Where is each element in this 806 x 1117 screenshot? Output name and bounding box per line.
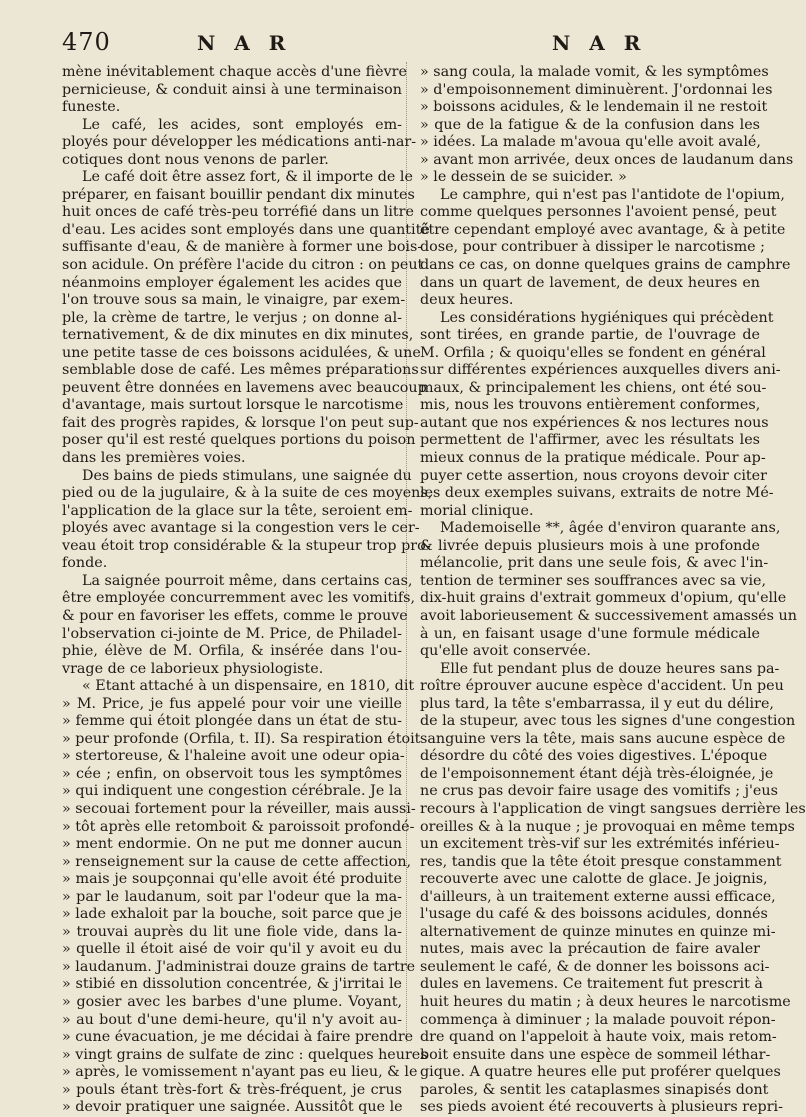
text-line: morial clinique.: [420, 502, 534, 519]
text-line: veau étoit trop considérable & la stupeur trop pro-: [62, 537, 431, 554]
text-line: l'usage du café & des boissons acidules, donnés: [420, 906, 768, 923]
text-line: » trouvai auprès du lit une fiole vide, dans la-: [62, 923, 402, 940]
text-line: mélancolie, prit dans une seule fois, & avec l'in-: [420, 555, 769, 572]
text-line: » cée ; enfin, on observoit tous les symptômes: [62, 765, 402, 782]
text-line: dre quand on l'appeloit à haute voix, mais retom-: [420, 1029, 777, 1046]
text-line: res, tandis que la tête étoit presque constamment: [420, 853, 782, 870]
text-line: l'on trouve sous sa main, le vinaigre, par exem-: [62, 292, 406, 309]
text-line: » pouls étant très-fort & très-fréquent, je crus: [62, 1081, 402, 1098]
text-line: comme quelques personnes l'avoient pensé, peut: [420, 204, 777, 221]
text-line: d'ailleurs, à un traitement externe aussi efficace,: [420, 888, 776, 905]
text-line: Elle fut pendant plus de douze heures sans pa-: [440, 660, 780, 677]
text-line: recours à l'application de vingt sangsues derrière les: [420, 800, 806, 817]
text-line: gique. A quatre heures elle put proférer quelques: [420, 1064, 781, 1081]
left-column: [62, 64, 433, 1117]
running-head-right: N A R: [552, 31, 647, 55]
text-line: fonde.: [62, 555, 108, 572]
running-head-left: N A R: [197, 31, 292, 55]
text-line: » secouai fortement pour la réveiller, mais aussi-: [62, 800, 416, 817]
text-line: » stibié en dissolution concentrée, & j'irritai le: [62, 976, 402, 993]
text-line: tention de terminer ses souffrances avec sa vie,: [420, 572, 767, 589]
text-line: » devoir pratiquer une saignée. Aussitôt que le: [62, 1099, 403, 1116]
text-line: » après, le vomissement n'ayant pas eu lieu, & le: [62, 1064, 418, 1081]
text-line: » renseignement sur la cause de cette affection,: [62, 853, 412, 870]
page-number: 470: [62, 28, 111, 56]
text-line: « Etant attaché à un dispensaire, en 1810, dit: [82, 678, 415, 695]
right-column: [420, 64, 806, 1117]
text-line: ple, la crème de tartre, le verjus ; on donne al-: [62, 309, 402, 326]
text-line: semblable dose de café. Les mêmes préparations: [62, 362, 419, 379]
text-line: » quelle il étoit aisé de voir qu'il y avoit eu du: [62, 941, 402, 958]
text-line: à un, en faisant usage d'une formule médicale: [420, 625, 760, 642]
text-line: les deux exemples suivans, extraits de notre Mé-: [420, 485, 774, 502]
text-line: dix-huit grains d'extrait gommeux d'opium, qu'elle: [420, 590, 787, 607]
text-line: » que de la fatigue & de la confusion dans les: [420, 116, 760, 133]
text-line: » laudanum. J'administrai douze grains de tartre: [62, 958, 416, 975]
text-line: mène inévitablement chaque accès d'une fièvre: [62, 64, 407, 80]
text-line: ployés avec avantage si la congestion vers le cer-: [62, 520, 420, 537]
text-line: d'eau. Les acides sont employés dans une quantité: [62, 221, 430, 238]
text-line: » cune évacuation, je me décidai à faire prendre: [62, 1029, 414, 1046]
text-line: avoit laborieusement & successivement amassés un: [420, 607, 797, 624]
text-line: autant que nos expériences & nos lectures nous: [420, 414, 769, 431]
text-line: plus tard, la tête s'embarrassa, il y eut du délire,: [420, 695, 774, 712]
text-line: » idées. La malade m'avoua qu'elle avoit avalé,: [420, 134, 761, 151]
text-line: oreilles & à la nuque ; je provoquai en même temps: [420, 818, 795, 835]
text-line: huit onces de café très-peu torréfié dans un litre: [62, 204, 414, 221]
text-line: » lade exhaloit par la bouche, soit parce que je: [62, 906, 402, 923]
text-line: Le café doit être assez fort, & il importe de le: [82, 169, 413, 186]
text-line: ne crus pas devoir faire usage des vomitifs ; j'eus: [420, 783, 778, 800]
text-line: vrage de ce laborieux physiologiste.: [62, 660, 324, 677]
text-line: » mais je soupçonnai qu'elle avoit été produite: [62, 871, 402, 888]
text-line: pernicieuse, & conduit ainsi à une terminaison: [62, 81, 402, 98]
text-line: huit heures du matin ; à deux heures le narcotisme: [420, 993, 791, 1010]
text-line: » sang coula, la malade vomit, & les symptômes: [420, 64, 769, 80]
text-line: sur différentes expériences auxquelles divers ani-: [420, 362, 781, 379]
text-line: ternativement, & de dix minutes en dix minutes,: [62, 327, 414, 344]
text-line: » stertoreuse, & l'haleine avoit une odeur opia-: [62, 748, 405, 765]
text-line: un excitement très-vif sur les extrémités inférieu-: [420, 836, 780, 853]
text-line: être employée concurremment avec les vomitifs,: [62, 590, 416, 607]
text-line: d'avantage, mais surtout lorsque le narcotisme: [62, 397, 404, 414]
text-line: permettent de l'affirmer, avec les résultats les: [420, 432, 760, 449]
text-line: » peur profonde (Orfila, t. II). Sa respiration étoit: [62, 730, 421, 747]
text-line: La saignée pourroit même, dans certains cas,: [82, 572, 413, 589]
text-line: alternativement de quinze minutes en quinze mi-: [420, 923, 776, 940]
text-line: boit ensuite dans une espèce de sommeil léthar-: [420, 1046, 771, 1063]
text-line: être cependant employé avec avantage, & à petite: [420, 221, 786, 238]
text-line: roître éprouver aucune espèce d'accident. Un peu: [420, 678, 784, 695]
text-line: l'observation ci-jointe de M. Price, de Philadel-: [62, 625, 402, 642]
page-header: [62, 28, 750, 64]
text-line: » femme qui étoit plongée dans un état de stu-: [62, 713, 402, 730]
text-line: phie, élève de M. Orfila, & insérée dans l'ou-: [62, 643, 402, 660]
text-line: » vingt grains de sulfate de zinc : quelques heures: [62, 1046, 428, 1063]
text-line: mis, nous les trouvons entièrement conformes,: [420, 397, 761, 414]
text-line: poser qu'il est resté quelques portions du poison: [62, 432, 416, 449]
text-line: son acidule. On préfère l'acide du citron : on peut: [62, 257, 424, 274]
text-line: » par le laudanum, soit par l'odeur que la ma-: [62, 888, 402, 905]
text-line: dules en lavemens. Ce traitement fut prescrit à: [420, 976, 763, 993]
text-line: désordre du côté des voies digestives. L'époque: [420, 748, 768, 765]
text-line: commença à diminuer ; la malade pouvoit répon-: [420, 1011, 776, 1028]
text-line: sanguine vers la tête, mais sans aucune espèce de: [420, 730, 786, 747]
text-line: seulement le café, & de donner les boissons aci-: [420, 958, 770, 975]
text-line: » d'empoisonnement diminuèrent. J'ordonnai les: [420, 81, 773, 98]
text-line: de l'empoisonnement étant déjà très-éloignée, je: [420, 765, 774, 782]
text-line: dans ce cas, on donne quelques grains de camphre: [420, 257, 791, 274]
text-line: sont tirées, en grande partie, de l'ouvrage de: [420, 327, 760, 344]
text-line: » boissons acidules, & le lendemain il ne restoit: [420, 99, 768, 116]
text-line: & pour en favoriser les effets, comme le prouve: [62, 607, 408, 624]
text-line: » qui indiquent une congestion cérébrale. Je la: [62, 783, 402, 800]
text-line: » le dessein de se suicider. »: [420, 169, 627, 186]
text-line: nutes, mais avec la précaution de faire avaler: [420, 941, 760, 958]
text-line: M. Orfila ; & quoiqu'elles se fondent en général: [420, 344, 766, 361]
text-line: ployés pour développer les médications anti-nar-: [62, 134, 417, 151]
text-line: Mademoiselle **, âgée d'environ quarante ans,: [440, 520, 781, 537]
text-line: fait des progrès rapides, & lorsque l'on peut sup-: [62, 414, 419, 431]
text-line: » au bout d'une demi-heure, qu'il n'y avoit au-: [62, 1011, 402, 1028]
text-line: » M. Price, je fus appelé pour voir une vieille: [62, 695, 402, 712]
text-line: cotiques dont nous venons de parler.: [62, 151, 329, 168]
text-line: Les considérations hygiéniques qui précèdent: [440, 309, 774, 326]
text-line: paroles, & sentit les cataplasmes sinapisés dont: [420, 1081, 769, 1098]
text-line: pied ou de la jugulaire, & à la suite de ces moyens,: [62, 485, 433, 502]
text-line: » tôt après elle retomboit & paroissoit profondé-: [62, 818, 415, 835]
text-line: de la stupeur, avec tous les signes d'une congestion: [420, 713, 796, 730]
text-line: suffisante d'eau, & de manière à former une bois-: [62, 239, 423, 256]
text-line: dans un quart de lavement, de deux heures en: [420, 274, 760, 291]
text-line: » avant mon arrivée, deux onces de laudanum dans: [420, 151, 794, 168]
text-line: préparer, en faisant bouillir pendant dix minutes: [62, 186, 415, 203]
text-line: mieux connus de la pratique médicale. Pour ap-: [420, 450, 766, 467]
text-line: dose, pour contribuer à dissiper le narcotisme ;: [420, 239, 765, 256]
text-line: deux heures.: [420, 292, 514, 309]
text-line: funeste.: [62, 99, 121, 116]
text-line: & livrée depuis plusieurs mois à une profonde: [420, 537, 760, 554]
text-line: une petite tasse de ces boissons acidulées, & une: [62, 344, 421, 361]
text-line: ses pieds avoient été recouverts à plusieurs repri-: [420, 1099, 783, 1116]
text-line: qu'elle avoit conservée.: [420, 643, 591, 660]
text-line: néanmoins employer également les acides que: [62, 274, 402, 291]
text-line: peuvent être données en lavemens avec beaucoup: [62, 379, 427, 396]
text-line: recouverte avec une calotte de glace. Je joignis,: [420, 871, 768, 888]
text-line: Le camphre, qui n'est pas l'antidote de l'opium,: [440, 186, 785, 203]
text-line: » gosier avec les barbes d'une plume. Voyant,: [62, 993, 402, 1010]
text-line: Le café, les acides, sont employés em-: [82, 116, 402, 133]
text-line: Des bains de pieds stimulans, une saignée du: [82, 467, 412, 484]
text-line: puyer cette assertion, nous croyons devoir citer: [420, 467, 767, 484]
text-line: dans les premières voies.: [62, 450, 246, 467]
text-line: » ment endormie. On ne put me donner aucun: [62, 836, 402, 853]
text-line: l'application de la glace sur la tête, seroient em-: [62, 502, 413, 519]
text-line: maux, & principalement les chiens, ont été sou-: [420, 379, 767, 396]
